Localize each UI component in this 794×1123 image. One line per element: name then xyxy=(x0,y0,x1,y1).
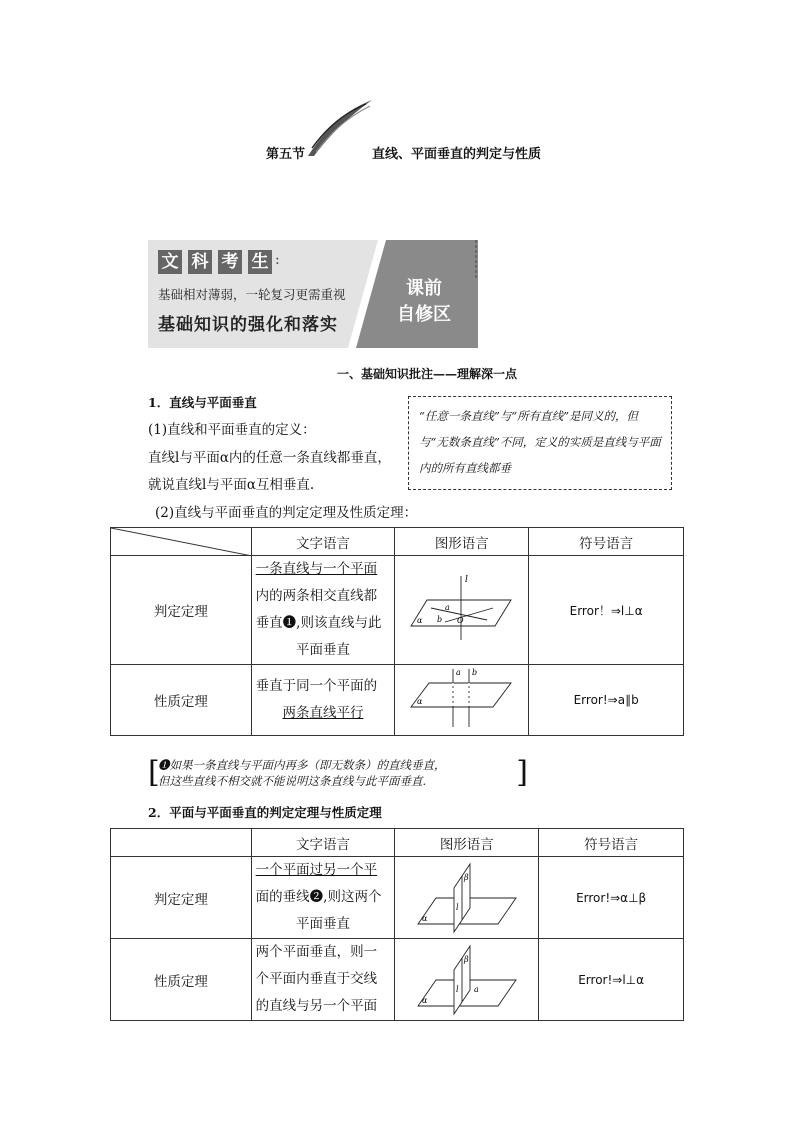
section-number: 第五节 xyxy=(266,147,306,162)
figure-cell xyxy=(395,665,529,736)
table-header-row xyxy=(111,829,684,857)
cell-line: 一个平面过另一个平 xyxy=(255,862,378,878)
item-title: 2．平面与平面垂直的判定定理与性质定理 xyxy=(148,805,382,820)
text-language-cell xyxy=(251,939,395,1021)
figure-label: α xyxy=(421,913,428,923)
row-name: 判定定理 xyxy=(111,857,252,939)
figure-label: β xyxy=(463,954,469,964)
figure-label: l xyxy=(464,575,468,585)
table-row xyxy=(111,665,684,736)
corner-cell xyxy=(111,829,252,857)
figure-cell xyxy=(395,939,539,1021)
cell-line: 一条直线与一个平面 xyxy=(255,561,378,577)
cell-line: 面的垂线❷,则这两个 xyxy=(255,889,382,905)
subsection-title: (2)直线与平面垂直的判定定理及性质定理： xyxy=(155,505,418,521)
banner-tag: 文 xyxy=(158,250,182,274)
figure-label: a xyxy=(444,603,450,612)
column-header: 图形语言 xyxy=(395,528,529,556)
column-header: 文字语言 xyxy=(251,829,395,857)
diagonal-line-icon xyxy=(111,528,252,556)
table-header-row xyxy=(111,528,684,556)
line-perp-plane-figure-icon xyxy=(407,568,517,648)
row-name: 性质定理 xyxy=(111,665,252,736)
figure-label: a xyxy=(473,984,479,994)
cell-line: 平面垂直 xyxy=(296,642,350,658)
annotation-note: “任意一条直线”与“所有直线”是同义的，但与“无数条直线”不同，定义的实质是直线与平面内的所有直线都垂 xyxy=(408,396,672,490)
banner-tag: 考 xyxy=(218,250,242,274)
bracket-left-icon: [ xyxy=(148,755,160,790)
figure-label: l xyxy=(455,984,459,994)
column-header: 文字语言 xyxy=(251,528,395,556)
text-language-cell xyxy=(251,556,395,665)
cell-line: 内的两条相交直线都 xyxy=(255,588,378,604)
column-header: 符号语言 xyxy=(529,528,684,556)
footnote-line: 但这些直线不相交就不能说明这条直线与此平面垂直. xyxy=(158,774,427,788)
symbol-language-cell: Error!⇒a∥b xyxy=(529,665,684,736)
cell-line: 两个平面垂直，则一 xyxy=(255,944,378,960)
figure-label: a xyxy=(455,668,461,677)
figure-label: O xyxy=(456,616,464,625)
figure-label: l xyxy=(455,902,459,912)
item-title: 1．直线与平面垂直 xyxy=(148,395,257,410)
table-row xyxy=(111,939,684,1021)
text-language-cell xyxy=(251,857,395,939)
cell-line: 的直线与另一个平面 xyxy=(255,998,378,1014)
section-header xyxy=(0,143,794,163)
figure-label: b xyxy=(471,668,477,677)
footnote xyxy=(148,757,526,789)
corner-cell xyxy=(111,528,252,556)
symbol-language-cell: Error!⇒α⊥β xyxy=(539,857,684,939)
banner-title: 基础知识的强化和落实 xyxy=(158,315,338,335)
banner-subtitle: 基础相对薄弱，一轮复习更需重视 xyxy=(158,287,346,302)
figure-label: α xyxy=(416,697,423,706)
cell-line: 个平面内垂直于交线 xyxy=(255,971,378,987)
cell-line: 平面垂直 xyxy=(296,916,350,932)
table-row xyxy=(111,857,684,939)
banner-label xyxy=(396,276,452,328)
definition-title: (1)直线和平面垂直的定义： xyxy=(148,422,316,438)
cell-line: 两条直线平行 xyxy=(282,705,364,721)
column-header: 符号语言 xyxy=(539,829,684,857)
plane-perp-property-figure-icon xyxy=(412,940,522,1016)
part-heading: 一、基础知识批注——理解深一点 xyxy=(336,367,517,381)
study-banner xyxy=(148,240,478,348)
bracket-right-icon: ] xyxy=(516,755,528,790)
figure-cell xyxy=(395,857,539,939)
column-header: 图形语言 xyxy=(395,829,539,857)
planes-perp-figure-icon xyxy=(412,858,522,934)
banner-tag: 生 xyxy=(248,250,272,274)
theorem-table-line-plane xyxy=(110,527,684,736)
figure-label: α xyxy=(421,995,428,1005)
text-language-cell xyxy=(251,665,395,736)
footnote-line: ❶如果一条直线与平面内再多（即无数条）的直线垂直， xyxy=(158,758,446,772)
banner-colon: : xyxy=(275,252,280,268)
banner-label-line: 课前 xyxy=(406,278,442,299)
symbol-language-cell: Error！⇒l⊥α xyxy=(529,556,684,665)
definition-text: 就说直线l与平面α互相垂直. xyxy=(148,477,315,493)
theorem-table-plane-plane xyxy=(110,828,684,1021)
parallel-lines-figure-icon xyxy=(407,665,517,731)
cell-line: 垂直于同一个平面的 xyxy=(255,678,378,694)
figure-label: α xyxy=(416,616,423,625)
table-row xyxy=(111,556,684,665)
banner-label-line: 自修区 xyxy=(397,304,451,325)
definition-text: 直线l与平面α内的任意一条直线都垂直， xyxy=(148,450,391,466)
row-name: 性质定理 xyxy=(111,939,252,1021)
figure-label: b xyxy=(436,615,442,624)
figure-label: β xyxy=(463,872,469,882)
symbol-language-cell: Error!⇒l⊥α xyxy=(539,939,684,1021)
cell-line: 垂直❶,则该直线与此 xyxy=(255,615,382,631)
banner-tag: 科 xyxy=(188,250,212,274)
figure-cell xyxy=(395,556,529,665)
section-title: 直线、平面垂直的判定与性质 xyxy=(372,147,542,162)
row-name: 判定定理 xyxy=(111,556,252,665)
